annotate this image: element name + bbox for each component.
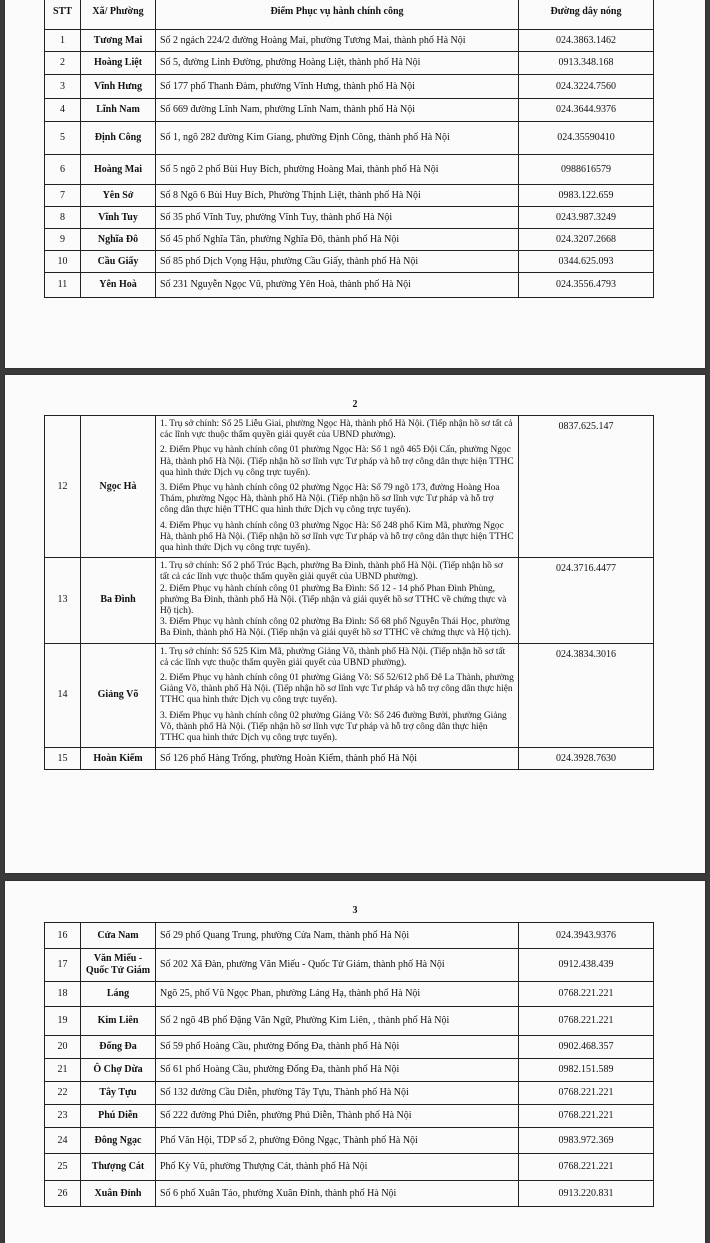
row-hotline: 0988616579: [519, 155, 654, 185]
row-address: Số 1, ngõ 282 đường Kim Giang, phường Định Công, thành phố Hà Nội: [156, 122, 519, 155]
row-address: Số 222 đường Phú Diễn, phường Phú Diễn, Thành phố Hà Nội: [156, 1105, 519, 1128]
row-hotline: 0768.221.221: [519, 1082, 654, 1105]
row-ward: Thượng Cát: [81, 1154, 156, 1181]
table-row: [45, 1036, 654, 1059]
row-address: Số 29 phố Quang Trung, phường Cửa Nam, thành phố Hà Nội: [156, 923, 519, 949]
table-row: [45, 122, 654, 155]
service-points-table-part-1: [44, 0, 654, 298]
row-hotline: 024.3207.2668: [519, 229, 654, 251]
row-stt: 3: [45, 75, 81, 99]
table-row: [45, 1082, 654, 1105]
table-row: [45, 923, 654, 949]
row-stt: 16: [45, 923, 81, 949]
table-row: [45, 251, 654, 273]
row-stt: 10: [45, 251, 81, 273]
row-address: Số 2 ngõ 4B phố Đặng Văn Ngữ, Phường Kim Liên, , thành phố Hà Nội: [156, 1007, 519, 1036]
row-address: Số 35 phố Vĩnh Tuy, phường Vĩnh Tuy, thành phố Hà Nội: [156, 207, 519, 229]
service-point-item: 2. Điểm Phục vụ hành chính công 01 phường Giảng Võ: Số 52/612 phố Đê La Thành, phường Giảng Võ, thành phố Hà Nội. (Tiếp nhận hồ sơ lĩnh vực Tư pháp và hỗ trợ công dân thực hiện TTHC qua hình thức Dịch vụ công trực tuyến).: [160, 673, 514, 706]
service-point-item: 3. Điểm Phục vụ hành chính công 02 phường Giảng Võ: Số 246 đường Bưởi, phường Giảng Võ, thành phố Hà Nội. (Tiếp nhận hồ sơ lĩnh vực Tư pháp và hỗ trợ công dân thực hiện TTHC qua hình thức Dịch vụ công trực tuyến).: [160, 710, 507, 744]
row-hotline: 0768.221.221: [519, 1105, 654, 1128]
service-point-item: 4. Điểm Phục vụ hành chính công 03 phường Ngọc Hà: Số 248 phố Kim Mã, phường Ngọc Hà, thành phố Hà Nội. (Tiếp nhận hồ sơ lĩnh vực Tư pháp và hỗ trợ công dân thực hiện TTHC qua hình thức Dịch vụ công trực tuyến).: [160, 520, 514, 554]
row-stt: 15: [45, 748, 81, 770]
table-row: [45, 1059, 654, 1082]
row-hotline: 0768.221.221: [519, 1007, 654, 1036]
row-address: Số 5 ngõ 2 phố Bùi Huy Bích, phường Hoàng Mai, thành phố Hà Nội: [156, 155, 519, 185]
row-ward: Xuân Đỉnh: [81, 1181, 156, 1207]
row-stt: 8: [45, 207, 81, 229]
row-stt: 5: [45, 122, 81, 155]
row-service-points: [156, 416, 519, 558]
header-service-point: Điểm Phục vụ hành chính công: [156, 0, 519, 30]
row-stt: 13: [45, 558, 81, 643]
row-ward: Phú Diễn: [81, 1105, 156, 1128]
row-address: Phố Kỳ Vũ, phường Thượng Cát, thành phố Hà Nội: [156, 1154, 519, 1181]
table-body: [45, 30, 654, 298]
row-stt: 25: [45, 1154, 81, 1181]
row-ward: Ba Đình: [81, 558, 156, 643]
row-ward: Vĩnh Tuy: [81, 207, 156, 229]
row-stt: 17: [45, 949, 81, 982]
row-stt: 14: [45, 643, 81, 748]
table-row: [45, 207, 654, 229]
row-address: Số 126 phố Hàng Trống, phường Hoàn Kiếm, thành phố Hà Nội: [156, 748, 519, 770]
row-stt: 7: [45, 185, 81, 207]
row-hotline: 024.3863.1462: [519, 30, 654, 52]
row-hotline: 024.3556.4793: [519, 273, 654, 298]
row-hotline: 0344.625.093: [519, 251, 654, 273]
row-stt: 26: [45, 1181, 81, 1207]
table-row: [45, 185, 654, 207]
row-ward: Hoàng Mai: [81, 155, 156, 185]
row-hotline: 024.3644.9376: [519, 99, 654, 122]
row-ward: Láng: [81, 982, 156, 1007]
table-body: [45, 923, 654, 1207]
row-hotline: 0912.438.439: [519, 949, 654, 982]
row-stt: 1: [45, 30, 81, 52]
row-ward: Đống Đa: [81, 1036, 156, 1059]
row-hotline: 0913.348.168: [519, 52, 654, 75]
row-stt: 12: [45, 416, 81, 558]
row-ward: Hoàn Kiếm: [81, 748, 156, 770]
row-hotline: 0983.972.369: [519, 1128, 654, 1154]
row-hotline: 0913.220.831: [519, 1181, 654, 1207]
row-address: Phố Văn Hội, TDP số 2, phường Đông Ngạc, Thành phố Hà Nội: [156, 1128, 519, 1154]
row-hotline: 0768.221.221: [519, 982, 654, 1007]
table-row: [45, 52, 654, 75]
row-hotline: 0902.468.357: [519, 1036, 654, 1059]
row-ward: Ô Chợ Dừa: [81, 1059, 156, 1082]
row-stt: 23: [45, 1105, 81, 1128]
service-point-item: 2. Điểm Phục vụ hành chính công 01 phường Ngọc Hà: Số 1 ngõ 465 Đội Cấn, phường Ngọc Hà, thành phố Hà Nội. (Tiếp nhận hồ sơ lĩnh vực Tư pháp và hỗ trợ công dân thực hiện TTHC qua hình thức Dịch vụ công trực tuyến).: [160, 445, 514, 478]
row-stt: 20: [45, 1036, 81, 1059]
service-points-table-part-3: [44, 922, 654, 1207]
service-points-table-part-2: [44, 415, 654, 770]
row-ward: Hoàng Liệt: [81, 52, 156, 75]
row-hotline: 0982.151.589: [519, 1059, 654, 1082]
row-stt: 21: [45, 1059, 81, 1082]
service-point-item: 1. Trụ sở chính: Số 25 Liễu Giai, phường Ngọc Hà, thành phố Hà Nội. (Tiếp nhận hồ sơ tất cả các lĩnh vực thuộc thẩm quyền giải quyết của UBND phường).: [160, 419, 513, 441]
header-ward: Xã/ Phường: [81, 0, 156, 30]
row-ward: Đông Ngạc: [81, 1128, 156, 1154]
table-row: [45, 75, 654, 99]
table-row: [45, 748, 654, 770]
page-number: 2: [352, 399, 358, 410]
table-row: [45, 949, 654, 982]
table-row: [45, 1105, 654, 1128]
row-address: Số 5, đường Linh Đường, phường Hoàng Liệt, thành phố Hà Nội: [156, 52, 519, 75]
row-ward: Kim Liên: [81, 1007, 156, 1036]
table-row: [45, 1007, 654, 1036]
row-ward: Văn Miếu - Quốc Tử Giám: [81, 949, 156, 982]
table-row: [45, 1181, 654, 1207]
page-number: 3: [352, 905, 358, 916]
row-address: Ngõ 25, phố Vũ Ngọc Phan, phường Láng Hạ, thành phố Hà Nội: [156, 982, 519, 1007]
row-hotline: 024.3716.4477: [519, 558, 654, 643]
row-ward: Cửa Nam: [81, 923, 156, 949]
row-ward: Yên Sở: [81, 185, 156, 207]
table-row: [45, 273, 654, 298]
document-page-3: [5, 881, 705, 1243]
table-header-row: [45, 0, 654, 30]
row-hotline: 0768.221.221: [519, 1154, 654, 1181]
row-hotline: 0983.122.659: [519, 185, 654, 207]
row-stt: 9: [45, 229, 81, 251]
table-row: [45, 1128, 654, 1154]
service-point-item: 2. Điểm Phục vụ hành chính công 01 phường Ba Đình: Số 12 - 14 phố Phan Đình Phùng, phường Ba Đình, thành phố Hà Nội. (Tiếp nhận và giải quyết hồ sơ TTHC về chứng thực và Hộ tịch).: [160, 583, 507, 617]
row-ward: Nghĩa Đô: [81, 229, 156, 251]
table-row: [45, 99, 654, 122]
row-address: Số 61 phố Hoàng Cầu, phường Đống Đa, thành phố Hà Nội: [156, 1059, 519, 1082]
row-address: Số 202 Xã Đàn, phường Văn Miếu - Quốc Tử Giám, thành phố Hà Nội: [156, 949, 519, 982]
row-address: Số 59 phố Hoàng Cầu, phường Đống Đa, thành phố Hà Nội: [156, 1036, 519, 1059]
row-ward: Định Công: [81, 122, 156, 155]
table-row: [45, 1154, 654, 1181]
row-hotline: 024.35590410: [519, 122, 654, 155]
header-stt: STT: [45, 0, 81, 30]
table-row: [45, 30, 654, 52]
row-address: Số 2 ngách 224/2 đường Hoàng Mai, phường Tương Mai, thành phố Hà Nội: [156, 30, 519, 52]
table-row: [45, 416, 654, 558]
service-point-item: 1. Trụ sở chính: Số 525 Kim Mã, phường Giảng Võ, thành phố Hà Nội. (Tiếp nhận hồ sơ tất cả các lĩnh vực thuộc thẩm quyền giải quyết của UBND phường).: [160, 646, 506, 668]
row-stt: 19: [45, 1007, 81, 1036]
row-stt: 22: [45, 1082, 81, 1105]
document-page-2: [5, 375, 705, 873]
table-row: [45, 558, 654, 643]
service-point-item: 1. Trụ sở chính: Số 2 phố Trúc Bạch, phường Ba Đình, thành phố Hà Nội. (Tiếp nhận hồ sơ tất cả các lĩnh vực thuộc thẩm quyền giải quyết của UBND phường).: [160, 561, 503, 583]
document-page-1: [5, 0, 705, 368]
row-ward: Tây Tựu: [81, 1082, 156, 1105]
header-hotline: Đường dây nóng: [519, 0, 654, 30]
row-hotline: 0243.987.3249: [519, 207, 654, 229]
row-address: Số 8 Ngõ 6 Bùi Huy Bích, Phường Thịnh Liệt, thành phố Hà Nội: [156, 185, 519, 207]
row-hotline: 024.3928.7630: [519, 748, 654, 770]
row-hotline: 0837.625.147: [519, 416, 654, 558]
row-stt: 4: [45, 99, 81, 122]
row-stt: 2: [45, 52, 81, 75]
row-stt: 6: [45, 155, 81, 185]
table-row: [45, 229, 654, 251]
row-address: Số 45 phố Nghĩa Tân, phường Nghĩa Đô, thành phố Hà Nội: [156, 229, 519, 251]
row-address: Số 231 Nguyễn Ngọc Vũ, phường Yên Hoà, thành phố Hà Nội: [156, 273, 519, 298]
row-ward: Ngọc Hà: [81, 416, 156, 558]
row-address: Số 132 đường Cầu Diễn, phường Tây Tựu, Thành phố Hà Nội: [156, 1082, 519, 1105]
row-hotline: 024.3834.3016: [519, 643, 654, 748]
row-stt: 11: [45, 273, 81, 298]
row-address: Số 669 đường Lĩnh Nam, phường Lĩnh Nam, thành phố Hà Nội: [156, 99, 519, 122]
row-ward: Cầu Giấy: [81, 251, 156, 273]
row-ward: Giảng Võ: [81, 643, 156, 748]
table-row: [45, 155, 654, 185]
row-hotline: 024.3943.9376: [519, 923, 654, 949]
row-stt: 18: [45, 982, 81, 1007]
service-point-item: 3. Điểm Phục vụ hành chính công 02 phường Ba Đình: Số 68 phố Nguyễn Thái Học, phường Ba Đình, thành phố Hà Nội. (Tiếp nhận và giải quyết hồ sơ TTHC về chứng thực và Hộ tịch).: [160, 617, 512, 639]
table-row: [45, 643, 654, 748]
table-row: [45, 982, 654, 1007]
row-service-points: [156, 643, 519, 748]
service-point-item: 3. Điểm Phục vụ hành chính công 02 phường Ngọc Hà: Số 79 ngõ 173, đường Hoàng Hoa Thám, phường Ngọc Hà, thành phố Hà Nội. (Tiếp nhận hồ sơ lĩnh vực Tư pháp và hỗ trợ công dân thực hiện TTHC qua hình thức Dịch vụ công trực tuyến).: [160, 483, 500, 516]
row-stt: 24: [45, 1128, 81, 1154]
row-ward: Tương Mai: [81, 30, 156, 52]
row-hotline: 024.3224.7560: [519, 75, 654, 99]
row-address: Số 177 phố Thanh Đàm, phường Vĩnh Hưng, thành phố Hà Nội: [156, 75, 519, 99]
row-ward: Yên Hoà: [81, 273, 156, 298]
row-service-points: [156, 558, 519, 643]
row-ward: Vĩnh Hưng: [81, 75, 156, 99]
row-address: Số 6 phố Xuân Tảo, phường Xuân Đỉnh, thành phố Hà Nội: [156, 1181, 519, 1207]
row-ward: Lĩnh Nam: [81, 99, 156, 122]
row-address: Số 85 phố Dịch Vọng Hậu, phường Cầu Giấy, thành phố Hà Nội: [156, 251, 519, 273]
